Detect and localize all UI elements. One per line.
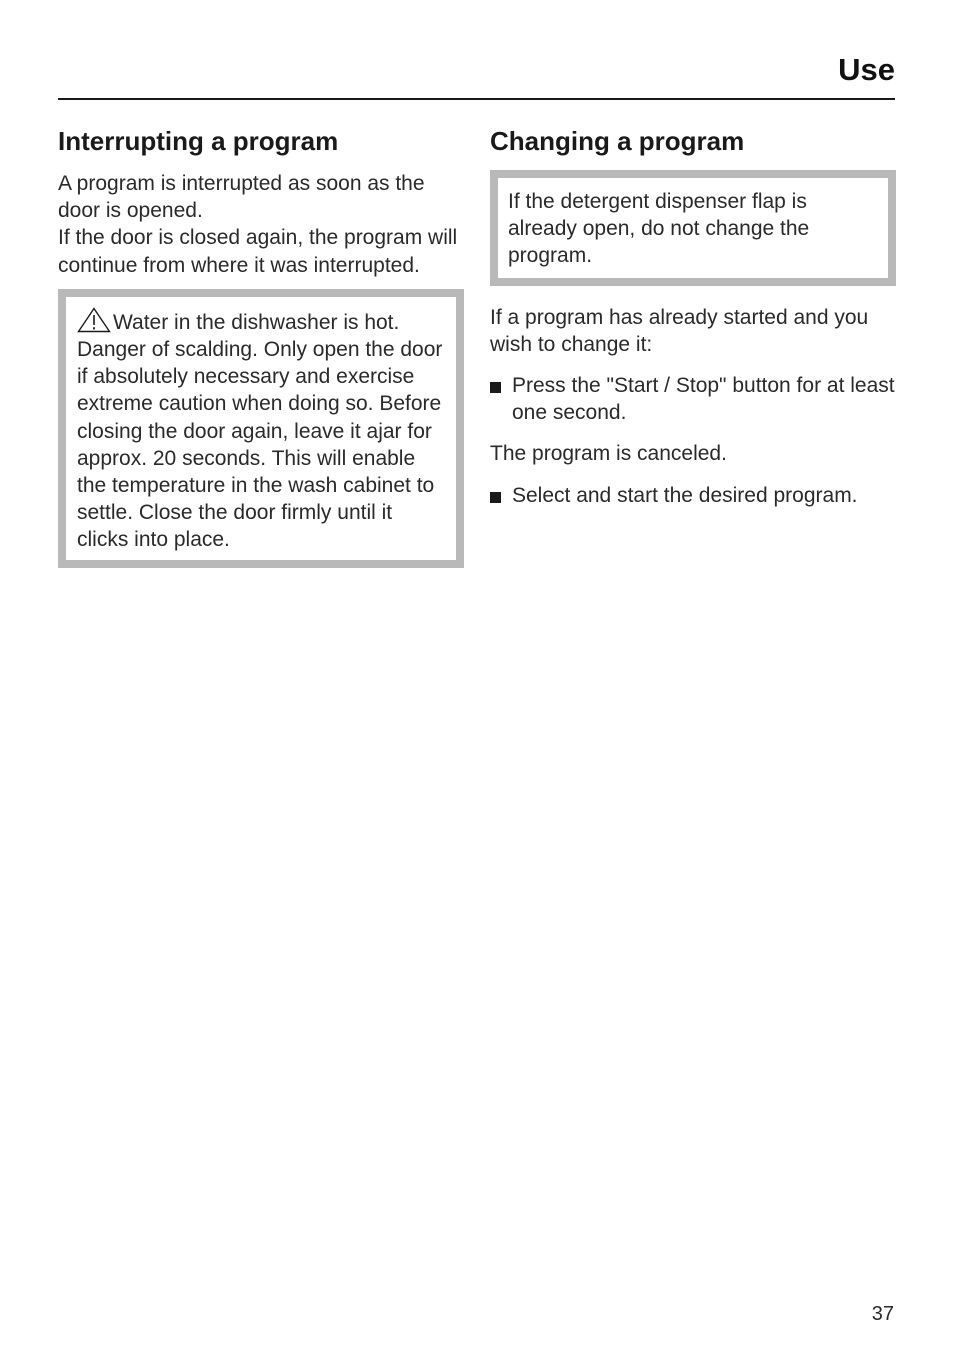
interrupting-intro (58, 170, 464, 279)
program-canceled-text: The program is canceled. (490, 442, 727, 466)
warning-triangle-icon (77, 307, 111, 333)
warning-first-line: Water in the dishwasher is hot. (113, 310, 400, 334)
interrupting-intro-line-2: If the door is closed again, the program will continue from where it was interrupted. (58, 226, 458, 277)
scalding-warning-text (77, 307, 444, 554)
interrupting-section (58, 124, 464, 568)
bullet-square-icon (490, 492, 501, 503)
bullet-square-icon (490, 382, 501, 393)
interrupting-heading: Interrupting a program (58, 126, 339, 156)
detergent-notice-box (490, 170, 896, 286)
header-rule (58, 98, 895, 100)
section-header: Use (838, 52, 895, 87)
scalding-warning-box (58, 289, 464, 568)
step-select-program (490, 482, 896, 509)
detergent-notice-text: If the detergent dispenser flap is already open, do not change the program. (508, 190, 810, 268)
changing-steps-2 (490, 482, 896, 509)
interrupting-intro-line-1: A program is interrupted as soon as the door is opened. (58, 172, 425, 223)
step-1-text: Press the "Start / Stop" button for at least one second. (512, 374, 895, 425)
page-number: 37 (871, 1303, 894, 1325)
changing-section (490, 124, 896, 523)
warning-body: Danger of scalding. Only open the door if absolutely necessary and exercise extreme caution when doing so. Before closing the door again, leave it ajar for approx. 20 seconds. This will enable the temperature in the wash cabinet to settle. Close the door firmly until it clicks into place. (77, 338, 443, 552)
changing-steps-1 (490, 372, 896, 426)
step-2-text: Select and start the desired program. (512, 483, 858, 507)
changing-intro: If a program has already started and you wish to change it: (490, 305, 869, 356)
step-press-start-stop (490, 372, 896, 426)
changing-heading: Changing a program (490, 126, 745, 156)
